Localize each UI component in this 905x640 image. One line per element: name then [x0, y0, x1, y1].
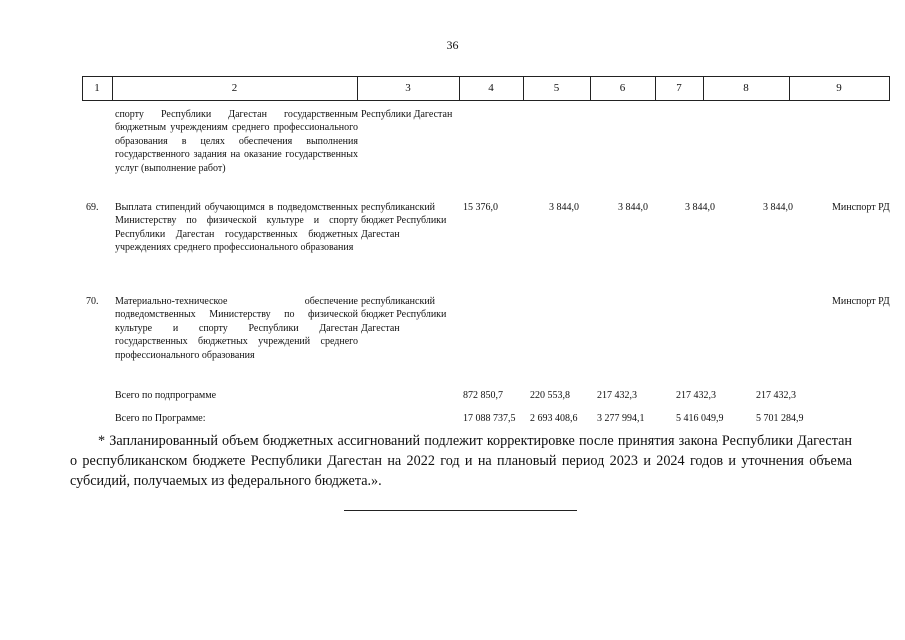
row-year-value: 3 844,0	[549, 202, 579, 213]
row-funding-source: республиканский бюджет Республики Дагестан	[361, 202, 447, 240]
table-header-bottom-border	[82, 100, 890, 101]
program-total-label: Всего по Программе:	[115, 413, 206, 424]
column-header-4: 4	[488, 82, 494, 94]
subprogram-year-value: 217 432,3	[597, 390, 637, 401]
program-year-value: 2 693 408,6	[530, 413, 578, 424]
row-year-value: 3 844,0	[618, 202, 648, 213]
table-header-divider	[889, 76, 890, 100]
subprogram-year-value: 217 432,3	[676, 390, 716, 401]
column-header-7: 7	[676, 82, 682, 94]
subprogram-total-label: Всего по подпрограмме	[115, 390, 217, 401]
column-header-2: 2	[231, 82, 238, 94]
page-number: 36	[446, 38, 459, 52]
subprogram-year-value: 220 553,8	[530, 390, 570, 401]
column-header-1: 1	[94, 82, 100, 94]
row-year-value: 3 844,0	[763, 202, 793, 213]
column-header-5: 5	[553, 82, 560, 94]
row-number: 70.	[86, 296, 99, 307]
row-number: 69.	[86, 202, 99, 213]
row-description: спорту Республики Дагестан государственным бюджетным учреждениям среднего профессионального образования в целях обеспечения выполнения государственного задания на оказание государственных услуг (выполнение работ)	[115, 109, 358, 174]
column-header-9: 9	[836, 82, 842, 94]
row-executor: Минспорт РД	[832, 202, 890, 213]
subprogram-total-value: 872 850,7	[463, 390, 503, 401]
table-header-top-border	[82, 76, 890, 77]
subprogram-year-value: 217 432,3	[756, 390, 796, 401]
column-header-3: 3	[405, 82, 411, 94]
footnote: * Запланированный объем бюджетных ассигнований подлежит корректировке после принятия закона Республики Дагестан о республиканском бюджете Республики Дагестан на 2022 год и на плановый период 2023 и 2024 годов и уточнения объема субсидий, получаемых из федерального бюджета.».	[70, 433, 852, 489]
row-executor: Минспорт РД	[832, 296, 890, 307]
row-funding-source: республиканский бюджет Республики Дагестан	[361, 296, 447, 334]
program-year-value: 5 416 049,9	[676, 413, 724, 424]
row-total: 15 376,0	[463, 202, 498, 213]
column-header-8: 8	[743, 82, 749, 94]
end-separator-line	[344, 510, 577, 511]
row-funding-source: Республики Дагестан	[361, 109, 453, 120]
row-description: Выплата стипендий обучающимся в подведомственных Министерству по физической культуре и спорту Республики Дагестан государственных бюджетных учреждениях среднего профессионального образования	[115, 202, 358, 254]
column-header-6: 6	[619, 82, 626, 94]
program-year-value: 3 277 994,1	[597, 413, 645, 424]
row-description: Материально-техническое обеспечение подведомственных Министерству по физической культуре и спорту Республики Дагестан государственных бюджетных учреждений среднего профессионального образования	[115, 296, 358, 361]
program-total-value: 17 088 737,5	[463, 413, 516, 424]
row-year-value: 3 844,0	[685, 202, 715, 213]
program-year-value: 5 701 284,9	[756, 413, 804, 424]
